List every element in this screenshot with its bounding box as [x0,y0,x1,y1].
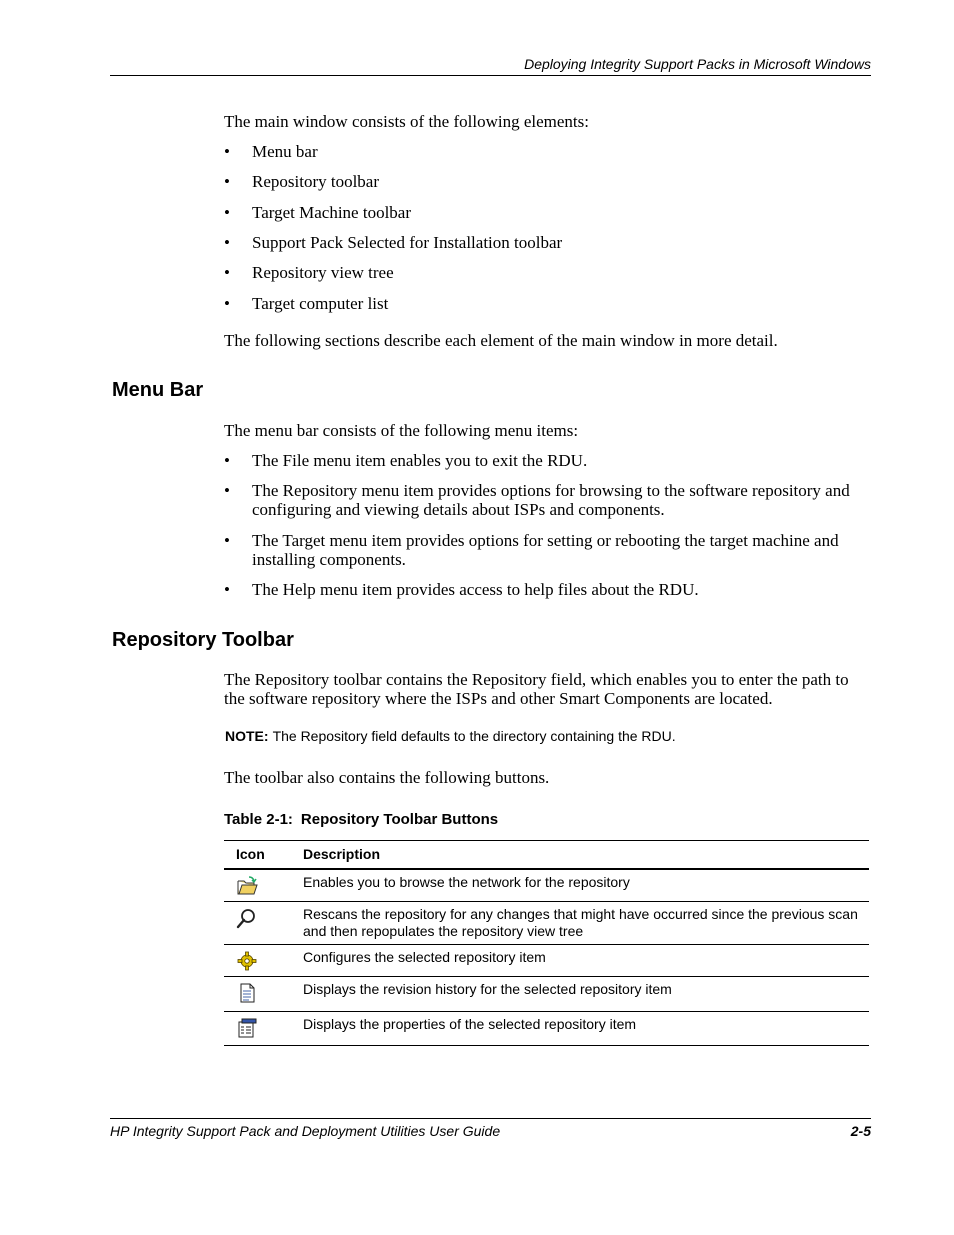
list-item: • Repository view tree [224,263,394,282]
table-caption-title: Repository Toolbar Buttons [300,811,499,828]
table-cell-description: Rescans the repository for any changes that might have occurred since the previous scan and then repopulates the repository view tree [303,902,869,945]
table-caption [224,811,498,829]
list-item: • Target Machine toolbar [224,203,411,222]
page-number: 2-5 [850,1123,871,1139]
gear-icon [236,950,258,972]
table-header-row [224,841,869,870]
column-header-icon: Icon [224,841,303,870]
table-cell-description: Configures the selected repository item [303,945,869,977]
column-header-description: Description [303,841,869,870]
open-folder-icon [236,875,258,897]
list-item: • Support Pack Selected for Installation toolbar [224,233,563,252]
table-cell-description: Displays the properties of the selected repository item [303,1012,869,1046]
note-label: NOTE: [225,728,269,744]
document-icon [236,982,258,1004]
intro-closing: The following sections describe each element of the main window in more detail. [224,331,778,350]
menu-bar-bullet-list [224,451,864,610]
list-item: • Menu bar [224,142,318,161]
running-header-title: Deploying Integrity Support Packs in Microsoft Windows [524,56,871,72]
running-footer [110,1118,871,1140]
list-item: • The File menu item enables you to exit the RDU. [224,451,588,470]
intro-lead: The main window consists of the following elements: [224,112,589,131]
table-row [224,945,869,977]
note-text: The Repository field defaults to the directory containing the RDU. [272,728,676,744]
table-row [224,869,869,902]
note [225,727,676,745]
table-row [224,902,869,945]
list-item: • The Help menu item provides access to help files about the RDU. [224,580,699,599]
magnifier-icon [236,907,258,929]
footer-guide-title: HP Integrity Support Pack and Deployment Utilities User Guide [110,1123,501,1139]
table-row [224,977,869,1012]
menu-bar-lead: The menu bar consists of the following menu items: [224,421,579,440]
menu-bar-heading: Menu Bar [112,379,204,401]
intro-bullet-list [224,142,864,324]
table-caption-number: Table 2-1: [224,811,293,828]
toolbar-buttons-intro: The toolbar also contains the following buttons. [224,768,550,787]
repository-toolbar-heading: Repository Toolbar [112,629,294,651]
table-row [224,1012,869,1046]
repository-toolbar-paragraph: The Repository toolbar contains the Repository field, which enables you to enter the path to the software repository where the ISPs and other Smart Components are located. [224,670,849,708]
table-cell-description: Enables you to browse the network for the repository [303,869,869,902]
running-header [110,55,871,76]
list-item: • Target computer list [224,294,389,313]
list-item: • The Target menu item provides options for setting or rebooting the target machine and installing components. [224,531,839,569]
repository-toolbar-buttons-table [224,840,869,1046]
list-item: • The Repository menu item provides options for browsing to the software repository and configuring and viewing details about ISPs and components. [224,481,850,519]
list-item: • Repository toolbar [224,172,380,191]
properties-icon [236,1017,258,1039]
table-cell-description: Displays the revision history for the selected repository item [303,977,869,1012]
